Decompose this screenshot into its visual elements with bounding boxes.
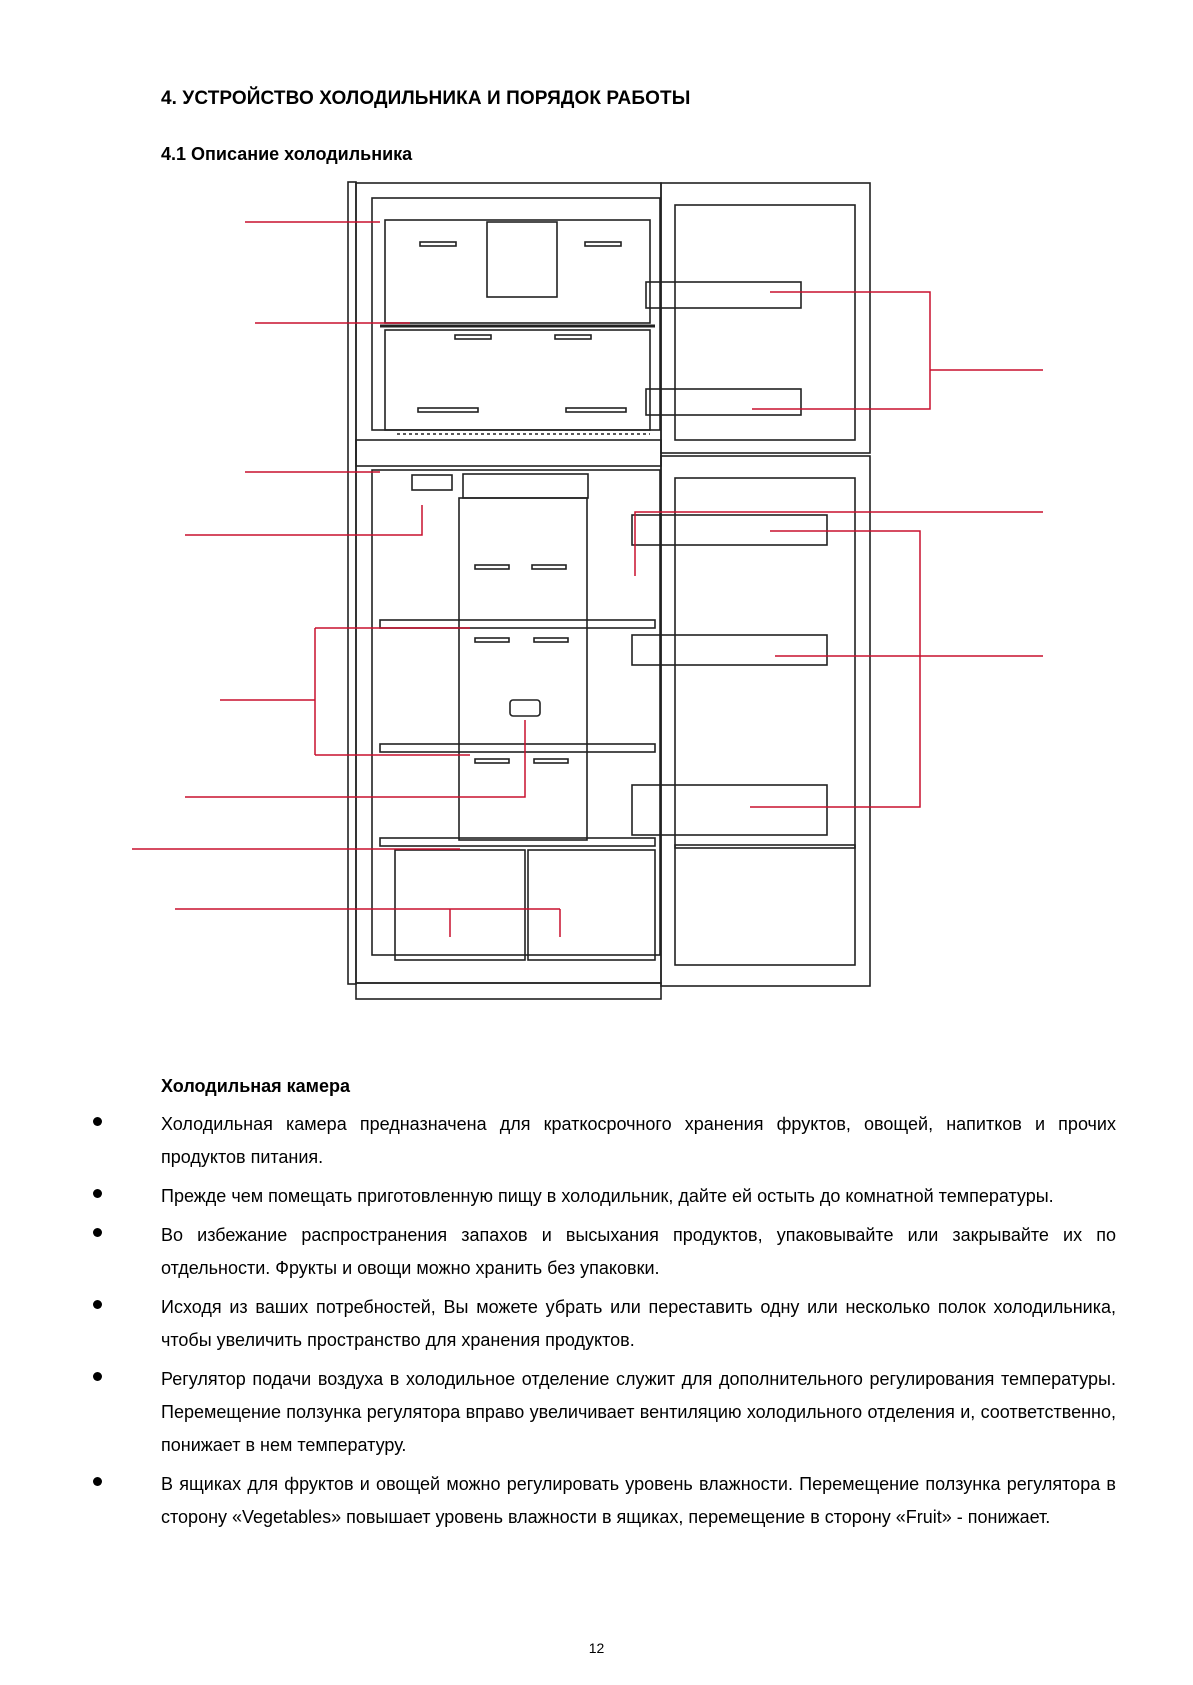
bullet-icon <box>93 1372 102 1381</box>
crisper-drawer-right <box>528 850 655 960</box>
bullet-list <box>0 1108 1193 1540</box>
bullet-icon <box>93 1189 102 1198</box>
subsection-title: 4.1 Описание холодильника <box>161 144 413 164</box>
freezer-door-shelf-2 <box>646 389 801 415</box>
glass-shelf-1 <box>380 620 655 628</box>
bullet-text: Холодильная камера предназначена для краткосрочного хранения фруктов, овощей, напитков и прочих продуктов питания. <box>161 1114 1116 1167</box>
page-number: 12 <box>588 1640 605 1656</box>
divider-panel <box>356 440 661 466</box>
list-item <box>0 1468 1193 1534</box>
air-regulator <box>463 474 588 498</box>
list-item <box>0 1108 1193 1174</box>
bullet-text: Регулятор подачи воздуха в холодильное отделение служит для дополнительного регулирования температуры. Перемещение ползунка регулятора вправо увеличивает вентиляцию холодильного отделения и, соответственно, понижает в нем температуру. <box>161 1369 1116 1455</box>
section-title: 4. УСТРОЙСТВО ХОЛОДИЛЬНИКА И ПОРЯДОК РАБОТЫ <box>161 88 691 109</box>
fridge-compartment <box>372 470 660 955</box>
fridge-section-title: Холодильная камера <box>161 1076 350 1096</box>
list-item <box>0 1180 1193 1213</box>
bullet-text: Исходя из ваших потребностей, Вы можете убрать или переставить одну или несколько полок холодильника, чтобы увеличить пространство для хранения продуктов. <box>161 1297 1116 1350</box>
bullet-icon <box>93 1300 102 1309</box>
freezer-door <box>661 183 870 453</box>
bullet-text: Прежде чем помещать приготовленную пищу в холодильник, дайте ей остыть до комнатной температуры. <box>161 1186 1054 1206</box>
list-item <box>0 1291 1193 1357</box>
glass-shelf-2 <box>380 744 655 752</box>
freezer-drawer-lower <box>385 330 650 430</box>
fridge-body-outline <box>356 183 661 983</box>
freezer-door-shelf-1 <box>646 282 801 308</box>
bullet-icon <box>93 1228 102 1237</box>
bullet-icon <box>93 1117 102 1126</box>
bullet-icon <box>93 1477 102 1486</box>
list-item <box>0 1363 1193 1462</box>
fridge-door <box>661 456 870 986</box>
list-item <box>0 1219 1193 1285</box>
bullet-text: В ящиках для фруктов и овощей можно регулировать уровень влажности. Перемещение ползунка регулятора в сторону «Vegetables» повышает уровень влажности в ящиках, перемещение в сторону «Fruit» - понижает. <box>161 1474 1116 1527</box>
freezer-compartment <box>372 198 660 430</box>
bullet-text: Во избежание распространения запахов и высыхания продуктов, упаковывайте или закрывайте их по отдельности. Фрукты и овощи можно хранить без упаковки. <box>161 1225 1116 1278</box>
crisper-drawer-left <box>395 850 525 960</box>
freezer-drawer-upper <box>385 220 650 323</box>
